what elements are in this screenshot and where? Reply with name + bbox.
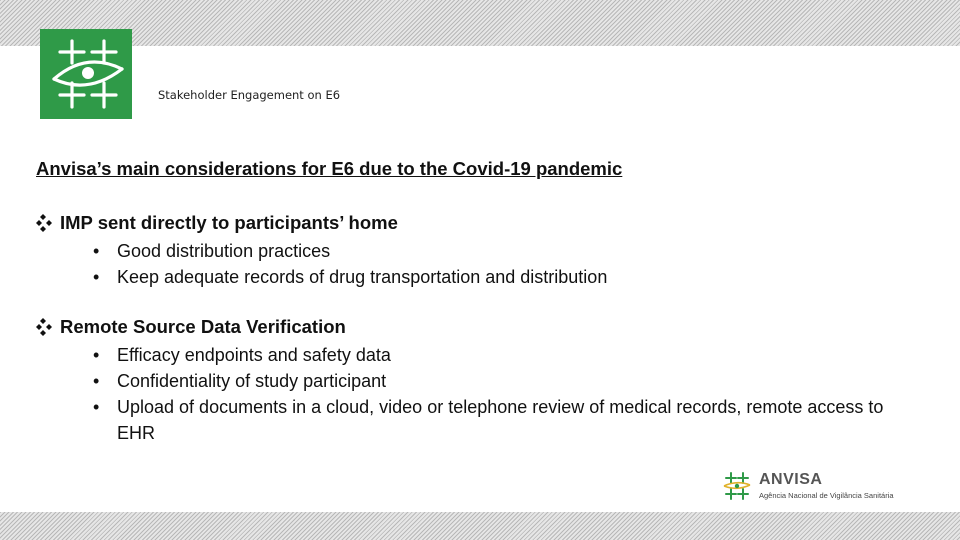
list-item-text: Keep adequate records of drug transportation and distribution — [117, 267, 608, 287]
top-hatched-band — [0, 0, 960, 46]
section-title — [36, 212, 916, 234]
list-item — [36, 238, 916, 264]
bullet-dot: • — [93, 267, 100, 287]
list-item-text: Efficacy endpoints and safety data — [117, 345, 391, 365]
slide-heading: Anvisa’s main considerations for E6 due to the Covid-19 pandemic — [36, 158, 623, 179]
list-item — [36, 342, 916, 368]
bullet-dot: • — [93, 345, 100, 365]
list-item — [36, 264, 916, 290]
footer-logo-tagline: Agência Nacional de Vigilância Sanitária — [759, 491, 894, 500]
list-item — [36, 394, 916, 446]
section-title — [36, 316, 916, 338]
section-remote-sdv — [36, 316, 916, 446]
bullet-dot: • — [93, 371, 100, 391]
list-item-text: Confidentiality of study participant — [117, 371, 387, 391]
bullet-list — [36, 238, 916, 290]
footer-logo — [722, 469, 902, 505]
bottom-hatched-band — [0, 512, 960, 540]
bullet-dot: • — [93, 397, 100, 417]
diamond-bullet-icon — [36, 212, 58, 234]
section-imp-shipping — [36, 212, 916, 290]
bullet-dot: • — [93, 241, 100, 261]
anvisa-mark-icon — [722, 471, 752, 501]
slide-subtitle: Stakeholder Engagement on E6 — [158, 88, 341, 102]
anvisa-emblem-icon — [40, 29, 132, 119]
list-item-text: Upload of documents in a cloud, video or telephone review of medical records, remote access to EHR — [117, 397, 884, 443]
list-item — [36, 368, 916, 394]
diamond-bullet-icon — [36, 316, 58, 338]
bullet-list — [36, 342, 916, 446]
section-title-text: IMP sent directly to participants’ home — [60, 212, 398, 233]
section-title-text: Remote Source Data Verification — [60, 316, 346, 337]
footer-logo-name: ANVISA — [759, 471, 823, 488]
list-item-text: Good distribution practices — [117, 241, 331, 261]
